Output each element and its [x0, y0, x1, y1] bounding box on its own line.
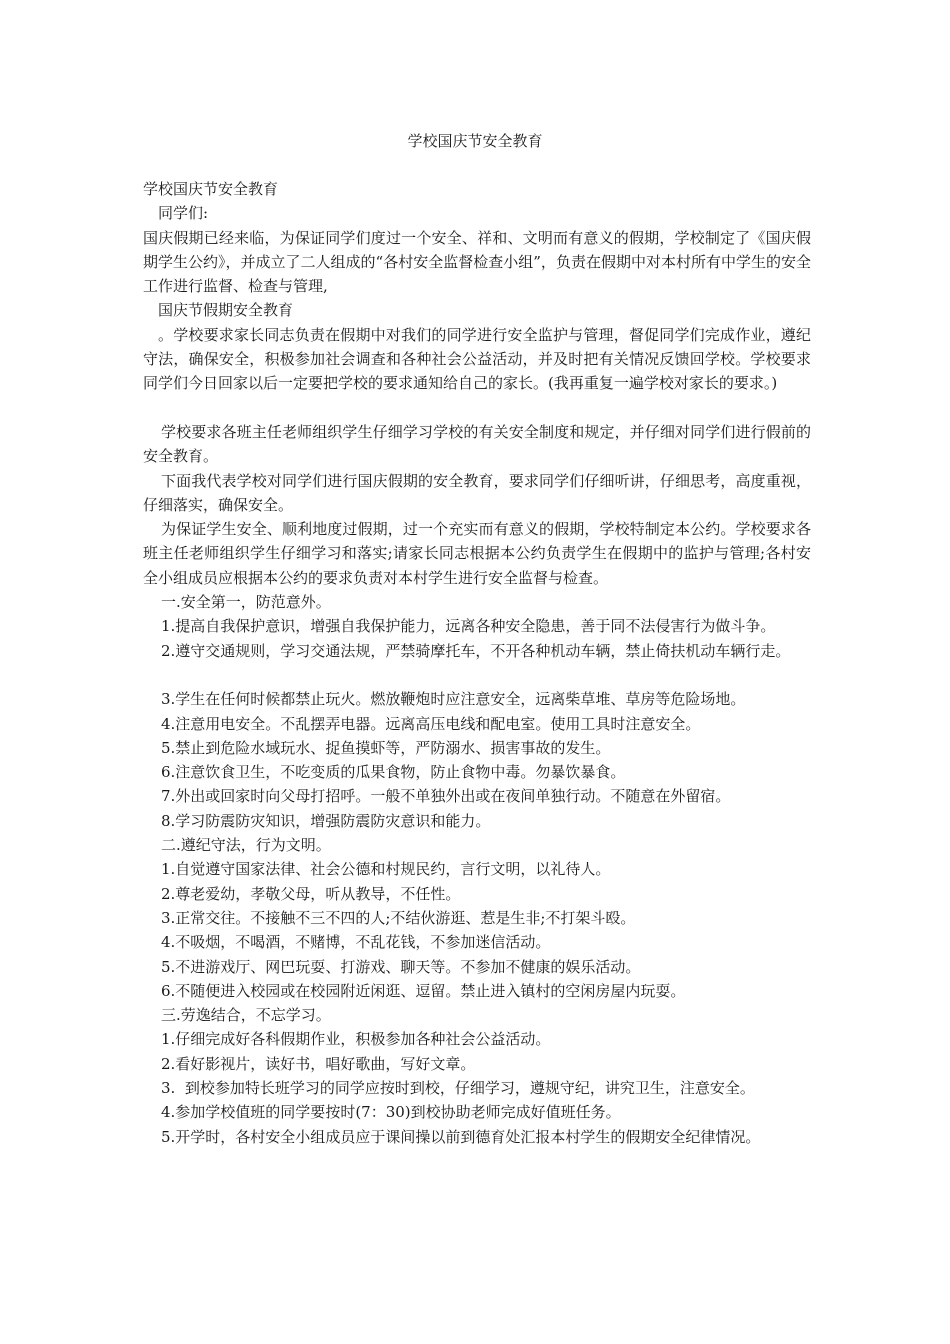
paragraph: 学校国庆节安全教育 [143, 180, 279, 198]
paragraph: 国庆节假期安全教育 [158, 301, 294, 320]
list-item: 6.不随便进入校园或在校园附近闲逛、逗留。禁止进入镇村的空闲房屋内玩耍。 [161, 981, 686, 1000]
list-item: 1.自觉遵守国家法律、社会公德和村规民约，言行文明，以礼待人。 [161, 860, 611, 879]
paragraph: 同学们: [158, 204, 209, 223]
list-item: 7.外出或回家时向父母打招呼。一般不单独外出或在夜间单独行动。不随意在外留宿。 [161, 787, 731, 806]
paragraph: 学校要求各班主任老师组织学生仔细学习学校的有关安全制度和规定，并仔细对同学们进行假前的安全教育。 [143, 422, 811, 466]
paragraph: 为保证学生安全、顺利地度过假期，过一个充实而有意义的假期，学校特制定本公约。学校要求各班主任老师组织学生仔细学习和落实;请家长同志根据本公约负责学生在假期中的监护与管理;各村安全小组成员应根据本公约的要求负责对本村学生进行安全监督与检查。 [143, 520, 811, 587]
paragraph: 。学校要求家长同志负责在假期中对我们的同学进行安全监护与管理，督促同学们完成作业，遵纪守法，确保安全，积极参加社会调查和各种社会公益活动，并及时把有关情况反馈回学校。学校要求同学们今日回家以后一定要把学校的要求通知给自己的家长。(我再重复一遍学校对家长的要求。) [143, 325, 811, 393]
paragraph: 国庆假期已经来临，为保证同学们度过一个安全、祥和、文明而有意义的假期，学校制定了《国庆假期学生公约》，并成立了二人组成的“各村安全监督检查小组”，负责在假期中对本村所有中学生的安全工作进行监督、检查与管理, [143, 228, 811, 296]
list-item: 1.提高自我保护意识，增强自我保护能力，远离各种安全隐患，善于同不法侵害行为做斗争。 [161, 617, 776, 636]
section-heading: 二.遵纪守法，行为文明。 [161, 836, 331, 855]
list-item: 1.仔细完成好各科假期作业，积极参加各种社会公益活动。 [161, 1030, 551, 1049]
list-item: 2.尊老爱幼，孝敬父母，听从教导，不任性。 [161, 884, 461, 903]
list-item: 4.参加学校值班的同学要按时(7：30)到校协助老师完成好值班任务。 [161, 1103, 621, 1122]
list-item: 3.正常交往。不接触不三不四的人;不结伙游逛、惹是生非;不打架斗殴。 [161, 908, 636, 927]
document-title: 学校国庆节安全教育 [407, 132, 543, 150]
list-item: 3.学生在任何时候都禁止玩火。燃放鞭炮时应注意安全，远离柴草堆、草房等危险场地。 [161, 690, 746, 709]
section-heading: 三.劳逸结合，不忘学习。 [161, 1006, 331, 1025]
list-item: 3. 到校参加特长班学习的同学应按时到校，仔细学习，遵规守纪，讲究卫生，注意安全。 [161, 1078, 755, 1097]
document-body [143, 177, 811, 1149]
list-item: 5.开学时，各村安全小组成员应于课间操以前到德育处汇报本村学生的假期安全纪律情况。 [161, 1127, 761, 1146]
section-heading: 一.安全第一，防范意外。 [161, 593, 331, 612]
paragraph: 下面我代表学校对同学们进行国庆假期的安全教育，要求同学们仔细听讲，仔细思考，高度重视，仔细落实，确保安全。 [143, 471, 811, 514]
blank-line [143, 663, 811, 687]
list-item: 5.不进游戏厅、网巴玩耍、打游戏、聊天等。不参加不健康的娱乐活动。 [161, 957, 641, 976]
list-item: 6.注意饮食卫生，不吃变质的瓜果食物，防止食物中毒。勿暴饮暴食。 [161, 763, 626, 782]
list-item: 5.禁止到危险水域玩水、捉鱼摸虾等，严防溺水、损害事故的发生。 [161, 738, 611, 757]
list-item: 2.遵守交通规则，学习交通法规，严禁骑摩托车，不开各种机动车辆，禁止倚扶机动车辆行走。 [161, 641, 791, 660]
list-item: 2.看好影视片，读好书，唱好歌曲，写好文章。 [161, 1054, 476, 1073]
blank-line [143, 396, 811, 420]
list-item: 4.不吸烟，不喝酒，不赌博，不乱花钱，不参加迷信活动。 [161, 933, 551, 952]
list-item: 4.注意用电安全。不乱摆弄电器。远离高压电线和配电室。使用工具时注意安全。 [161, 714, 701, 733]
list-item: 8.学习防震防灾知识，增强防震防灾意识和能力。 [161, 811, 491, 830]
